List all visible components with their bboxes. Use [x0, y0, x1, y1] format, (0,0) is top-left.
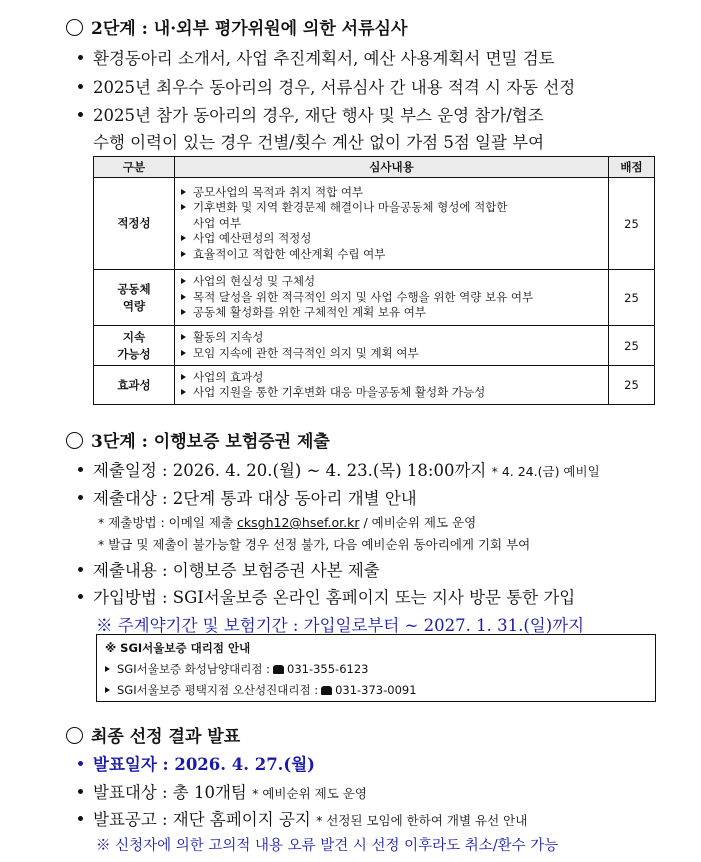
list-item: 효율적이고 적합한 예산계획 수립 여부	[181, 247, 604, 263]
step3-content: 제출내용 : 이행보증 보험증권 사본 제출	[78, 557, 380, 581]
bullet-icon	[78, 55, 83, 60]
bullet-icon	[78, 789, 83, 794]
arrow-bullet-icon	[181, 189, 186, 195]
agency-box-title: ※ SGI서울보증 대리점 안내	[105, 641, 251, 655]
step2-bullet-3-continued: 수행 이력이 있는 경우 건별/횟수 계산 없이 가점 5점 일괄 부여	[93, 133, 545, 152]
row-score: 25	[609, 326, 655, 366]
arrow-bullet-icon	[181, 389, 186, 395]
step2-bullet-1: 환경동아리 소개서, 사업 추진계획서, 예산 사용계획서 면밀 검토	[78, 45, 555, 69]
list-item: 공동체 활성화를 위한 구체적인 계획 보유 여부	[181, 305, 604, 321]
list-item-continued: 사업 여부	[193, 215, 242, 230]
list-item: 공모사업의 목적과 취지 적합 여부	[181, 185, 604, 201]
bullet-icon	[78, 112, 83, 117]
header-score: 배점	[609, 157, 655, 178]
arrow-bullet-icon	[181, 334, 186, 340]
step2-heading: 2단계 : 내·외부 평가위원에 의한 서류심사	[66, 14, 407, 39]
arrow-bullet-icon	[181, 235, 186, 241]
list-item: 사업의 효과성	[181, 370, 604, 386]
final-date: 발표일자 : 2026. 4. 27.(월)	[78, 751, 315, 775]
phone-icon	[321, 686, 332, 695]
circle-marker-icon	[66, 432, 83, 449]
circle-marker-icon	[66, 19, 83, 36]
arrow-bullet-icon	[105, 687, 110, 693]
header-category: 구분	[94, 157, 175, 178]
row-items	[175, 178, 609, 270]
bullet-icon	[78, 467, 83, 472]
bullet-icon	[78, 761, 83, 766]
step2-bullet-3: 2025년 참가 동아리의 경우, 재단 행사 및 부스 운영 참가/협조	[78, 102, 544, 126]
bullet-icon	[78, 495, 83, 500]
row-score: 25	[609, 178, 655, 270]
arrow-bullet-icon	[181, 294, 186, 300]
arrow-bullet-icon	[181, 309, 186, 315]
agency-2: SGI서울보증 평택지점 오산성진대리점 : 031-373-0091	[105, 682, 417, 698]
row-score: 25	[609, 270, 655, 326]
list-item: 기후변화 및 지역 환경문제 해결이나 마을공동체 형성에 적합한	[181, 200, 604, 216]
table-row	[94, 270, 655, 326]
list-item: 사업 예산편성의 적정성	[181, 231, 604, 247]
table-row	[94, 326, 655, 366]
arrow-bullet-icon	[181, 204, 186, 210]
row-category: 공동체 역량	[94, 270, 175, 326]
step3-issue-note: * 발급 및 제출이 불가능할 경우 선정 불가, 다음 예비순위 동아리에게 기회 부여	[98, 537, 531, 552]
arrow-bullet-icon	[181, 251, 186, 257]
final-heading: 최종 선정 결과 발표	[66, 722, 240, 747]
step3-target: 제출대상 : 2단계 통과 대상 동아리 개별 안내	[78, 485, 417, 509]
final-warning: ※ 신청자에 의한 고의적 내용 오류 발견 시 선정 이후라도 취소/환수 가능	[96, 838, 559, 854]
evaluation-table	[93, 156, 655, 405]
list-item: 목적 달성을 위한 적극적인 의지 및 사업 수행을 위한 역량 보유 여부	[181, 290, 604, 306]
step3-join: 가입방법 : SGI서울보증 온라인 홈페이지 또는 지사 방문 통한 가입	[78, 584, 575, 608]
arrow-bullet-icon	[105, 666, 110, 672]
list-item: 사업 지원을 통한 기후변화 대응 마을공동체 활성화 가능성	[181, 385, 604, 401]
row-category: 적정성	[94, 178, 175, 270]
agency-1: SGI서울보증 화성남양대리점 : 031-355-6123	[105, 661, 368, 677]
bullet-icon	[78, 816, 83, 821]
list-item: 활동의 지속성	[181, 330, 604, 346]
row-score: 25	[609, 366, 655, 405]
list-item: 모임 지속에 관한 적극적인 의지 및 계획 여부	[181, 346, 604, 362]
step3-heading: 3단계 : 이행보증 보험증권 제출	[66, 427, 330, 452]
circle-marker-icon	[66, 727, 83, 744]
row-category: 지속 가능성	[94, 326, 175, 366]
table-row	[94, 366, 655, 405]
final-notice: 발표공고 : 재단 홈페이지 공지 * 선정된 모임에 한하여 개별 유선 안내	[78, 806, 527, 830]
header-content: 심사내용	[175, 157, 609, 178]
bullet-icon	[78, 567, 83, 572]
row-items	[175, 326, 609, 366]
row-items	[175, 270, 609, 326]
list-item: 사업의 현실성 및 구체성	[181, 274, 604, 290]
phone-icon	[273, 665, 284, 674]
bullet-icon	[78, 84, 83, 89]
arrow-bullet-icon	[181, 278, 186, 284]
arrow-bullet-icon	[181, 350, 186, 356]
email-link[interactable]: cksgh12@hsef.or.kr	[237, 515, 360, 530]
table-header-row	[94, 157, 655, 178]
step3-deadline: 제출일정 : 2026. 4. 20.(월) ~ 4. 23.(목) 18:00까지 * 4. 24.(금) 예비일	[78, 457, 600, 481]
step2-bullet-2: 2025년 최우수 동아리의 경우, 서류심사 간 내용 적격 시 자동 선정	[78, 74, 575, 98]
bullet-icon	[78, 594, 83, 599]
row-category: 효과성	[94, 366, 175, 405]
step3-method: * 제출방법 : 이메일 제출 cksgh12@hsef.or.kr / 예비순위 제도 운영	[98, 515, 477, 530]
step3-period-note: ※ 주계약기간 및 보험기간 : 가입일로부터 ~ 2027. 1. 31.(일)까지	[96, 616, 585, 635]
final-target: 발표대상 : 총 10개팀 * 예비순위 제도 운영	[78, 779, 367, 803]
arrow-bullet-icon	[181, 374, 186, 380]
table-row	[94, 178, 655, 270]
row-items	[175, 366, 609, 405]
agency-info-box	[96, 634, 656, 702]
